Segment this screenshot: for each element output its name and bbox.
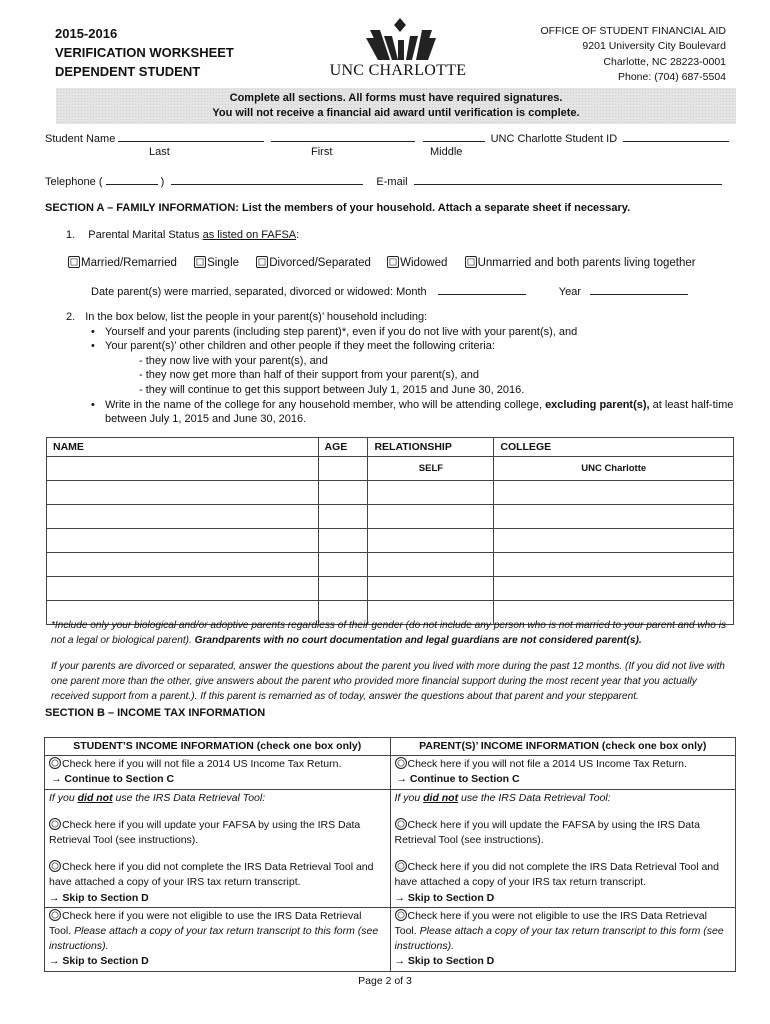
first-name-field[interactable] [271,131,415,142]
college-cell[interactable] [494,553,734,577]
parent-drt-cell [390,789,736,907]
name-cell[interactable] [47,505,319,529]
status-single-checkbox[interactable] [194,256,206,268]
marital-status-question [66,229,299,241]
student-not-eligible-checkbox[interactable] [49,909,61,921]
table-row [47,553,734,577]
marital-date-label: Date parent(s) were married, separated, divorced or widowed: Month [91,286,427,298]
student-no-file-cell [45,756,391,789]
table-row [47,577,734,601]
bullet3-text-a: Write in the name of the college for any household member, who will be attending college, [105,398,542,411]
office-name: OFFICE OF STUDENT FINANCIAL AID [540,25,726,37]
section-b-heading: SECTION B – INCOME TAX INFORMATION [45,707,266,719]
college-cell[interactable] [494,529,734,553]
age-cell[interactable] [318,505,368,529]
name-cell[interactable] [47,577,319,601]
age-cell[interactable] [318,481,368,505]
parent-definition-note [51,618,737,648]
student-not-eligible-instructions: Please attach a copy of your tax return transcript to this form (see instructions). [49,925,379,953]
college-cell-self: UNC Charlotte [494,457,734,481]
area-code-field[interactable] [106,174,158,185]
col-college-header: COLLEGE [494,438,734,457]
relationship-cell[interactable] [368,529,494,553]
last-caption: Last [149,146,170,158]
first-caption: First [311,146,333,158]
student-no-file-label: Check here if you will not file a 2014 US Income Tax Return. [62,758,342,771]
banner-line2: You will not receive a financial aid award until verification is complete. [212,107,580,119]
student-id-label: UNC Charlotte Student ID [490,133,618,145]
relationship-cell-self: SELF [368,457,494,481]
banner-line1: Complete all sections. All forms must have required signatures. [229,92,563,104]
parent-skip-d-2: → Skip to Section D [394,955,495,968]
college-cell[interactable] [494,505,734,529]
status-single-label: Single [207,257,240,269]
student-drt-did-not: did not [77,791,113,804]
household-table [46,437,734,625]
college-cell[interactable] [494,481,734,505]
status-divorced-checkbox[interactable] [256,256,268,268]
relationship-cell[interactable] [368,481,494,505]
middle-name-field[interactable] [423,131,485,142]
parent-drt-c: use the IRS Data Retrieval Tool: [458,791,611,804]
parent-drt-a: If you [394,791,424,804]
crown-logo-icon [318,16,478,64]
item1-fafsa-link: as listed on FAFSA [202,229,297,241]
telephone-field[interactable] [171,174,363,185]
name-cell[interactable] [47,457,319,481]
office-phone: Phone: (704) 687-5504 [618,71,726,84]
email-label: E-mail [376,176,408,188]
marital-month-field[interactable] [438,284,526,295]
student-transcript-checkbox[interactable] [49,860,61,872]
item2-text: In the box below, list the people in your parent(s)’ household including: [85,311,428,323]
last-name-field[interactable] [118,131,264,142]
income-table [44,737,736,972]
marital-year-field[interactable] [590,284,688,295]
parent-update-fafsa-checkbox[interactable] [395,818,407,830]
parent-income-header: PARENT(S)’ INCOME INFORMATION (check one box only) [390,738,736,756]
unc-charlotte-logo [318,16,478,82]
household-bullet-1: • Yourself and your parents (including step parent)*, even if you do not live with your parent(s), and [91,325,736,340]
email-field[interactable] [414,174,722,185]
student-drt-c: use the IRS Data Retrieval Tool: [112,791,266,804]
parent-not-eligible-label: Check here if you were not eligible to use the IRS Data Retrieval Tool. [394,909,707,938]
name-cell[interactable] [47,481,319,505]
marital-date-row [91,284,688,298]
form-year: 2015-2016 [55,26,118,41]
note1-emphasis: Grandparents with no court documentation and legal guardians are not considered parent(s). [194,635,642,646]
parent-transcript-label: Check here if you did not complete the IRS Data Retrieval Tool and have attached a copy of your IRS tax return transcript. [394,861,719,889]
item1-number: 1. [66,229,76,241]
relationship-cell[interactable] [368,577,494,601]
page-number: Page 2 of 3 [358,975,412,987]
student-drt-cell [45,789,391,907]
household-bullet-2: • Your parent(s)’ other children and other people if they meet the following criteria: [91,339,736,354]
student-id-field[interactable] [623,131,729,142]
parent-no-file-label: Check here if you will not file a 2014 US Income Tax Return. [407,758,687,771]
household-table-header [47,438,734,457]
student-drt-heading [49,791,386,806]
middle-caption: Middle [430,146,463,158]
age-cell[interactable] [318,577,368,601]
age-cell[interactable] [318,553,368,577]
divorced-parents-note: If your parents are divorced or separated, answer the questions about the parent you lived with more during the past 12 months. (If you did not live with one parent more than the other, give answers about the parent who provided more financial support during the most recent year that you actually received support from a parent.). If this parent is remarried as of today, answer the questions about that parent and your stepparent. [51,661,725,702]
student-not-eligible-cell [45,907,391,971]
student-update-fafsa-label: Check here if you will update your FAFSA by using the IRS Data Retrieval Tool (see instructions). [49,818,361,847]
parent-not-eligible-cell [390,907,736,971]
parent-not-eligible-instructions: Please attach a copy of your tax return transcript to this form (see instructions). [394,925,724,953]
marital-year-label: Year [558,286,582,298]
status-widowed-label: Widowed [400,257,448,269]
parent-skip-d-1: → Skip to Section D [394,891,495,904]
parent-drt-did-not: did not [423,791,459,804]
section-a-heading: SECTION A – FAMILY INFORMATION: List the members of your household. Attach a separate sheet if necessary. [45,202,631,214]
age-cell[interactable] [318,529,368,553]
student-skip-d-1: → Skip to Section D [49,891,149,904]
parent-update-fafsa-label: Check here if you will update the FAFSA by using the IRS Data Retrieval Tool (see instructions). [394,818,700,847]
status-unmarried-checkbox[interactable] [465,256,477,268]
logo-text: UNC CHARLOTTE [329,62,467,79]
telephone-close-paren: ) [160,176,165,188]
form-subtitle: DEPENDENT STUDENT [55,64,201,79]
status-unmarried-label: Unmarried and both parents living together [477,257,696,269]
student-name-row [45,131,729,145]
form-title-block [55,24,234,81]
student-transcript-label: Check here if you did not complete the IRS Data Retrieval Tool and have attached a copy of your IRS tax return transcript. [49,861,374,889]
status-married-label: Married/Remarried [81,257,177,269]
col-age-header: AGE [318,438,368,457]
note1-text: *Include only your biological and/or adoptive parents regardless of their gender (do not include any person who is not married to your parent and who is not a legal or biological parent). [51,620,726,646]
bullet3-text-c: at least half-time between July 1, 2015 and June 30, 2016. [105,398,734,426]
parent-continue-c: → Continue to Section C [396,773,520,786]
item2-number: 2. [66,311,76,323]
bullet3-emphasis: excluding parent(s), [545,398,650,411]
student-name-label: Student Name [45,133,116,145]
parent-no-file-checkbox[interactable] [395,757,407,769]
household-instructions [66,310,736,427]
student-continue-c: → Continue to Section C [51,773,175,786]
parent-no-file-cell [390,756,736,789]
status-married-checkbox[interactable] [68,256,80,268]
name-cell[interactable] [47,553,319,577]
office-address-line2: Charlotte, NC 28223-0001 [603,55,726,68]
relationship-cell[interactable] [368,553,494,577]
student-drt-a: If you [49,791,78,804]
form-title: VERIFICATION WORKSHEET [55,45,234,60]
parent-transcript-checkbox[interactable] [395,860,407,872]
age-cell[interactable] [318,457,368,481]
student-skip-d-2: → Skip to Section D [49,955,149,968]
telephone-label: Telephone ( [45,176,103,188]
status-divorced-label: Divorced/Separated [269,257,371,269]
table-row [47,529,734,553]
table-row [47,505,734,529]
college-cell[interactable] [494,577,734,601]
office-address-line1: 9201 University City Boulevard [582,40,726,53]
item1-colon: : [296,229,300,241]
student-not-eligible-label: Check here if you were not eligible to use the IRS Data Retrieval Tool. [49,909,362,938]
table-row [47,457,734,481]
name-cell[interactable] [47,529,319,553]
student-income-header: STUDENT’S INCOME INFORMATION (check one box only) [45,738,391,756]
table-row [47,481,734,505]
student-no-file-checkbox[interactable] [49,757,61,769]
parent-not-eligible-checkbox[interactable] [395,909,407,921]
status-widowed-checkbox[interactable] [387,256,399,268]
parent-drt-heading [395,791,732,806]
col-relationship-header: RELATIONSHIP [368,438,494,457]
col-name-header: NAME [47,438,319,457]
criteria-1: - they now live with your parent(s), and [139,354,328,367]
criteria-2: - they now get more than half of their support from your parent(s), and [139,369,479,382]
relationship-cell[interactable] [368,505,494,529]
household-bullet-3 [91,398,736,427]
criteria-3: - they will continue to get this support between July 1, 2015 and June 30, 2016. [139,383,525,396]
student-update-fafsa-checkbox[interactable] [49,818,61,830]
marital-status-options [68,256,696,269]
instructions-banner [56,88,736,124]
item1-text: Parental Marital Status [88,229,200,241]
telephone-row [45,174,722,188]
